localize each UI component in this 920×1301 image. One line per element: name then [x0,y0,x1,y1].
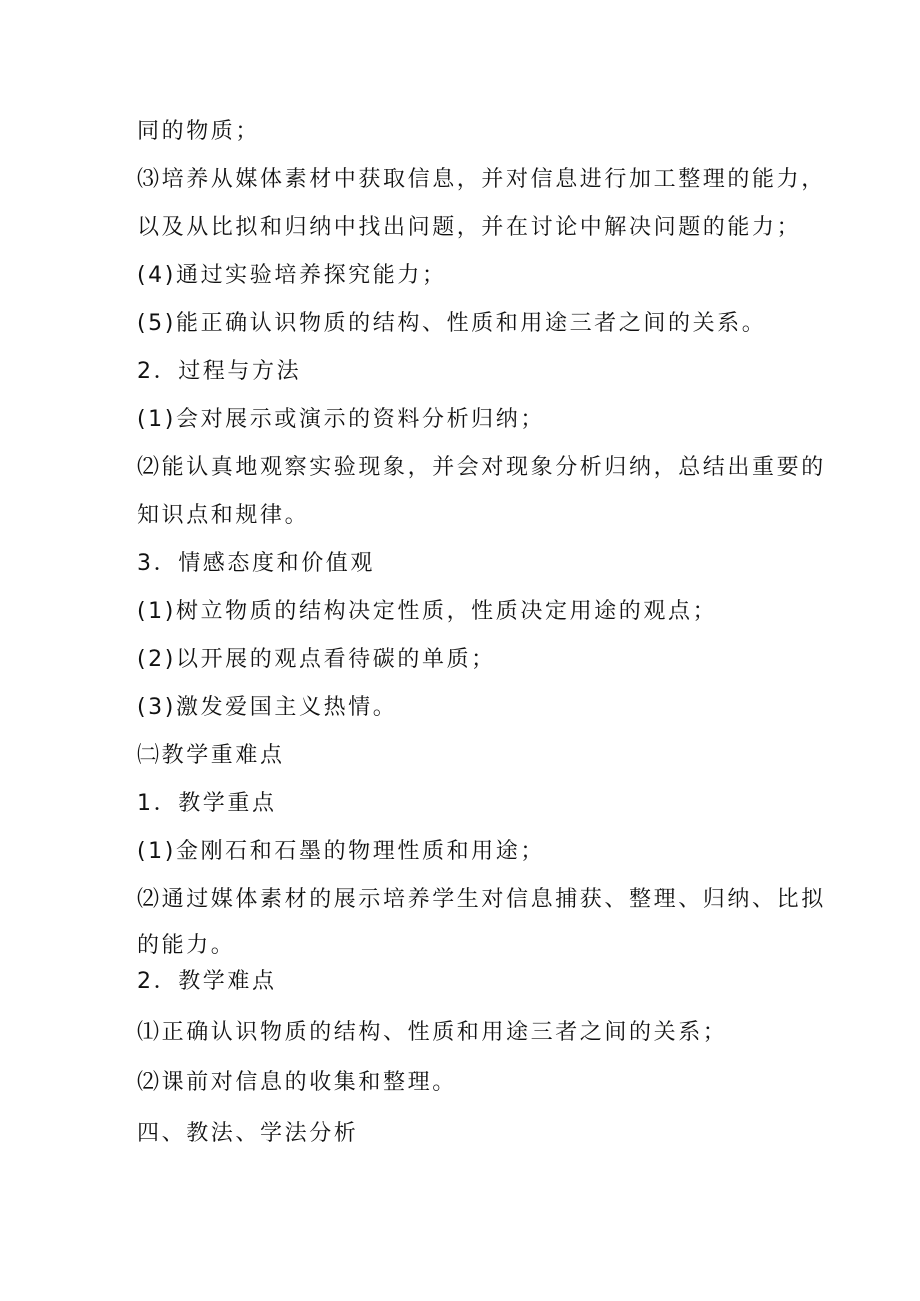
text-line-key-2-cont: 的能力。 [137,933,236,958]
text-line-continuation: 同的物质； [137,119,261,144]
text-line-emotion-3: (3)激发爱国主义热情。 [137,695,398,720]
section-heading-emotion-values: 3．情感态度和价值观 [137,551,375,576]
text-line-difficult-2: ⑵课前对信息的收集和整理。 [137,1070,457,1095]
text-line-item-3: ⑶培养从媒体素材中获取信息，并对信息进行加工整理的能力， [137,167,826,192]
text-line-item-5: (5)能正确认识物质的结构、性质和用途三者之间的关系。 [137,311,767,336]
text-line-process-2-cont: 知识点和规律。 [137,503,310,528]
text-line-difficult-1: ⑴正确认识物质的结构、性质和用途三者之间的关系； [137,1020,728,1045]
section-heading-key-difficult-points: ㈡教学重难点 [137,743,285,768]
text-line-process-2: ⑵能认真地观察实验现象，并会对现象分析归纳，总结出重要的 [137,455,826,480]
text-line-key-1: (1)金刚石和石墨的物理性质和用途； [137,839,545,864]
text-line-emotion-1: (1)树立物质的结构决定性质，性质决定用途的观点； [137,599,718,624]
section-heading-process-method: 2．过程与方法 [137,359,302,384]
text-line-key-2: ⑵通过媒体素材的展示培养学生对信息捕获、整理、归纳、比拟 [137,887,826,912]
text-line-process-1: (1)会对展示或演示的资料分析归纳； [137,407,545,432]
text-line-item-3-cont: 以及从比拟和归纳中找出问题，并在讨论中解决问题的能力； [137,215,802,240]
chapter-heading-teaching-methods: 四、教法、学法分析 [137,1121,359,1146]
text-line-emotion-2: (2)以开展的观点看待碳的单质； [137,647,496,672]
section-heading-difficult-points: 2．教学难点 [137,969,277,994]
section-heading-key-points: 1．教学重点 [137,791,277,816]
text-line-item-4: (4)通过实验培养探究能力； [137,263,447,288]
